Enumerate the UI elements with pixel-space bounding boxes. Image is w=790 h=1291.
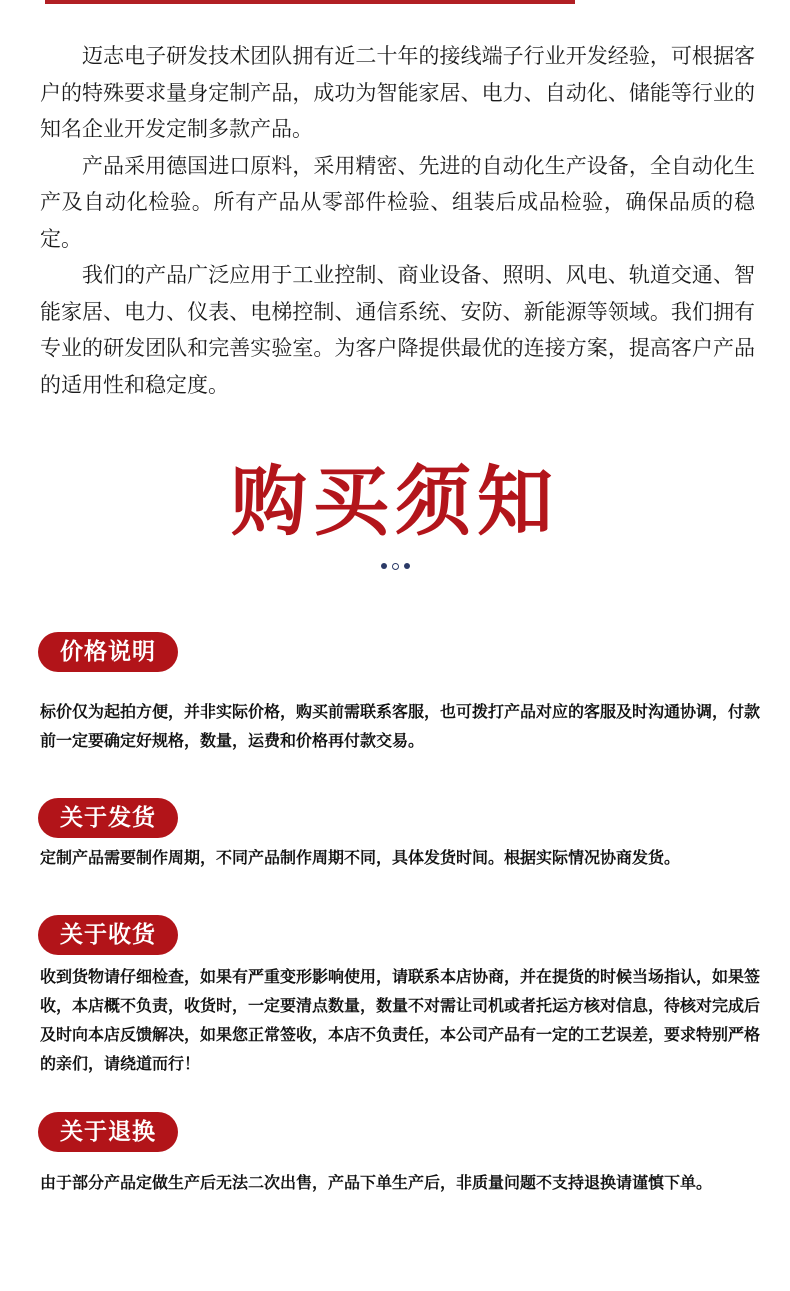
dot-icon bbox=[392, 563, 399, 570]
section-badge-receiving: 关于收货 bbox=[38, 915, 178, 955]
intro-text bbox=[40, 38, 755, 403]
dot-icon bbox=[404, 563, 410, 569]
dot-icon bbox=[381, 563, 387, 569]
section-badge-returns: 关于退换 bbox=[38, 1112, 178, 1152]
intro-paragraph: 产品采用德国进口原料，采用精密、先进的自动化生产设备，全自动化生产及自动化检验。所有产品从零部件检验、组装后成品检验，确保品质的稳定。 bbox=[40, 153, 755, 251]
intro-paragraph: 迈志电子研发技术团队拥有近二十年的接线端子行业开发经验，可根据客户的特殊要求量身定制产品，成功为智能家居、电力、自动化、储能等行业的知名企业开发定制多款产品。 bbox=[40, 44, 755, 141]
purchase-notice-title: 购买须知 bbox=[231, 457, 559, 546]
section-text-receiving: 收到货物请仔细检查，如果有严重变形影响使用，请联系本店协商，并在提货的时候当场指认，如果签收，本店概不负责，收货时，一定要清点数量，数量不对需让司机或者托运方核对信息，待核对完成后及时向本店反馈解决，如果您正常签收，本店不负责任，本公司产品有一定的工艺误差，要求特别严格的亲们，请绕道而行！ bbox=[40, 967, 761, 1073]
top-divider bbox=[45, 0, 575, 4]
section-text-price: 标价仅为起拍方便，并非实际价格，购买前需联系客服，也可拨打产品对应的客服及时沟通协调，付款前一定要确定好规格，数量，运费和价格再付款交易。 bbox=[40, 702, 761, 750]
section-badge-price: 价格说明 bbox=[38, 632, 178, 672]
section-badge-shipping: 关于发货 bbox=[38, 798, 178, 838]
section-text-shipping: 定制产品需要制作周期，不同产品制作周期不同，具体发货时间。根据实际情况协商发货。 bbox=[40, 848, 681, 867]
section-text-returns: 由于部分产品定做生产后无法二次出售，产品下单生产后，非质量问题不支持退换请谨慎下单。 bbox=[40, 1173, 713, 1192]
decorative-dots bbox=[0, 563, 790, 570]
intro-paragraph: 我们的产品广泛应用于工业控制、商业设备、照明、风电、轨道交通、智能家居、电力、仪表、电梯控制、通信系统、安防、新能源等领域。我们拥有专业的研发团队和完善实验室。为客户降提供最优的连接方案，提高客户产品的适用性和稳定度。 bbox=[40, 263, 755, 397]
